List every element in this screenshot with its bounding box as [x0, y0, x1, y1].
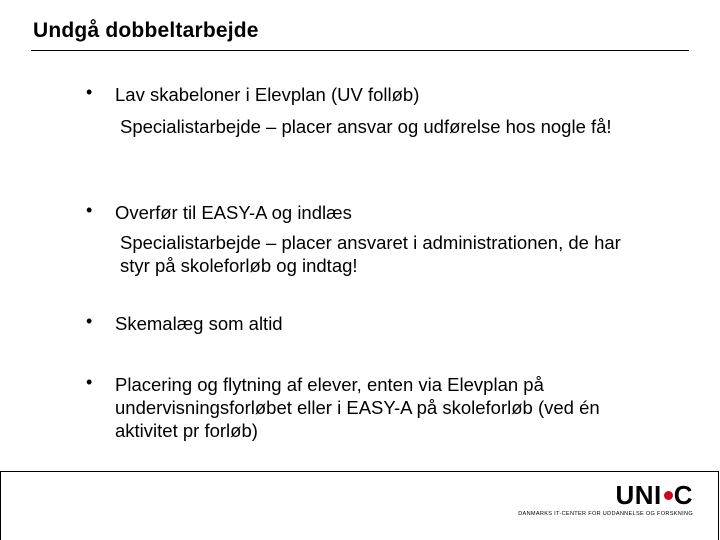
logo-dot-icon	[664, 491, 673, 500]
bullet-subtext: Specialistarbejde – placer ansvar og udførelse hos nogle få!	[120, 116, 612, 137]
bullet-marker: •	[86, 200, 93, 220]
uni-c-logo	[508, 482, 693, 517]
logo-text-left: UNI	[615, 480, 662, 510]
bullet-item: Overfør til EASY-A og indlæs	[115, 202, 352, 223]
logo-text-right: C	[673, 480, 693, 510]
bullet-marker: •	[86, 372, 93, 392]
logo-wordmark	[615, 482, 693, 508]
logo-tagline: DANMARKS IT-CENTER FOR UDDANNELSE OG FORSKNING	[518, 511, 693, 517]
bullet-item: Lav skabeloner i Elevplan (UV folløb)	[115, 84, 420, 105]
slide-title: Undgå dobbeltarbejde	[33, 19, 259, 42]
bullet-subtext: Specialistarbejde – placer ansvaret i administrationen, de har styr på skoleforløb og indtag!	[120, 232, 621, 276]
bullet-marker: •	[86, 311, 93, 331]
bullet-marker: •	[86, 82, 93, 102]
title-divider	[31, 50, 689, 51]
bullet-item: Skemalæg som altid	[115, 313, 283, 334]
bullet-item: Placering og flytning af elever, enten via Elevplan på undervisningsforløbet eller i EASY-A på skoleforløb (ved én aktivitet pr forløb)	[115, 374, 600, 441]
